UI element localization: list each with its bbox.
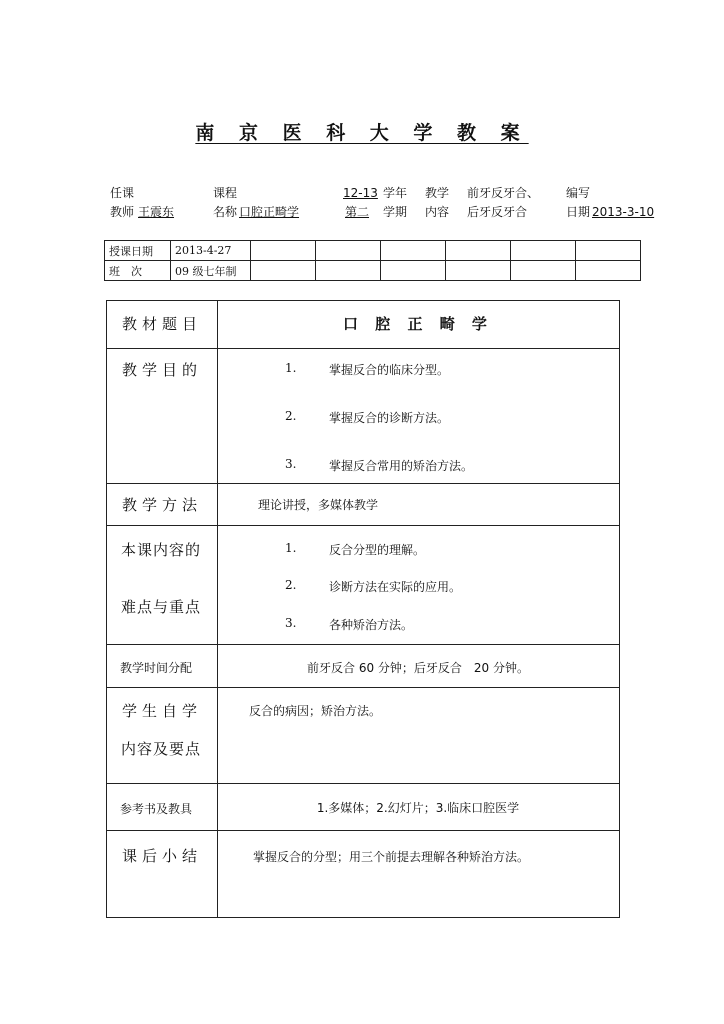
self-study-label-2: 内容及要点 <box>121 740 202 758</box>
references-value: 1.多媒体；2.幻灯片；3.临床口腔医学 <box>316 801 520 815</box>
schedule-cell <box>446 261 511 281</box>
compile-label: 编写 <box>566 186 591 200</box>
row-key-points <box>107 526 619 645</box>
schedule-cell <box>446 241 511 261</box>
time-value: 前牙反合 60 分钟；后牙反合 20 分钟。 <box>307 661 529 675</box>
self-study-value: 反合的病因；矫治方法。 <box>249 704 382 718</box>
summary-value: 掌握反合的分型；用三个前提去理解各种矫治方法。 <box>253 850 530 864</box>
topic-value: 口 腔 正 畸 学 <box>343 315 493 333</box>
key-label-2: 难点与重点 <box>121 598 202 616</box>
self-study-label-1: 学生自学 <box>122 702 203 720</box>
key-point-num: 1. <box>285 541 297 555</box>
compile-date: 2013-3-10 <box>592 205 655 219</box>
content-value-2: 后牙反牙合 <box>467 205 528 219</box>
row-self-study <box>107 688 619 784</box>
references-label: 参考书及教具 <box>120 802 193 816</box>
schedule-cell <box>381 241 446 261</box>
objective-num: 1. <box>285 361 297 375</box>
teacher-name: 王震东 <box>138 205 175 219</box>
schedule-row-date <box>105 241 641 261</box>
time-label: 教学时间分配 <box>120 661 193 675</box>
academic-year: 12-13 <box>343 186 378 200</box>
objective-num: 2. <box>285 409 297 423</box>
row-method <box>107 484 619 526</box>
key-label-1: 本课内容的 <box>121 541 202 559</box>
schedule-row-class <box>105 261 641 281</box>
content-label-2: 内容 <box>425 205 450 219</box>
schedule-class-label: 班 次 <box>105 261 171 281</box>
semester: 第二 <box>345 205 370 219</box>
schedule-cell <box>511 261 576 281</box>
course-label-2: 名称 <box>213 205 238 219</box>
key-point-item: 反合分型的理解。 <box>329 543 426 557</box>
schedule-table <box>104 240 641 281</box>
schedule-class-value: 09 级七年制 <box>171 261 251 281</box>
schedule-cell <box>316 241 381 261</box>
year-label: 学年 <box>383 186 408 200</box>
key-point-num: 2. <box>285 578 297 592</box>
schedule-cell <box>251 261 316 281</box>
method-value: 理论讲授，多媒体教学 <box>258 498 379 512</box>
row-objectives <box>107 349 619 484</box>
schedule-cell <box>251 241 316 261</box>
schedule-cell <box>316 261 381 281</box>
date-label: 日期 <box>566 205 591 219</box>
topic-label: 教材题目 <box>122 315 203 333</box>
row-time <box>107 645 619 688</box>
schedule-date-label: 授课日期 <box>105 241 171 261</box>
summary-label: 课后小结 <box>122 847 203 865</box>
schedule-cell <box>576 241 641 261</box>
objectives-label: 教学目的 <box>122 361 203 379</box>
method-label: 教学方法 <box>122 496 203 514</box>
teacher-label-2: 教师 <box>110 205 135 219</box>
objective-item: 掌握反合常用的矫治方法。 <box>329 459 474 473</box>
semester-label: 学期 <box>383 205 408 219</box>
objective-item: 掌握反合的诊断方法。 <box>329 411 450 425</box>
schedule-cell <box>511 241 576 261</box>
course-name: 口腔正畸学 <box>239 205 300 219</box>
schedule-cell <box>576 261 641 281</box>
content-value-1: 前牙反牙合、 <box>467 186 540 200</box>
key-point-item: 各种矫治方法。 <box>329 618 414 632</box>
lesson-plan-table <box>106 300 620 918</box>
teacher-label-1: 任课 <box>110 186 135 200</box>
schedule-cell <box>381 261 446 281</box>
key-point-item: 诊断方法在实际的应用。 <box>329 580 462 594</box>
objective-num: 3. <box>285 457 297 471</box>
row-topic <box>107 301 619 349</box>
row-summary <box>107 831 619 917</box>
course-label-1: 课程 <box>213 186 238 200</box>
row-references <box>107 784 619 831</box>
objective-item: 掌握反合的临床分型。 <box>329 363 450 377</box>
schedule-date-value: 2013-4-27 <box>171 241 251 261</box>
document-title: 南 京 医 科 大 学 教 案 <box>195 122 529 144</box>
key-point-num: 3. <box>285 616 297 630</box>
content-label-1: 教学 <box>425 186 450 200</box>
